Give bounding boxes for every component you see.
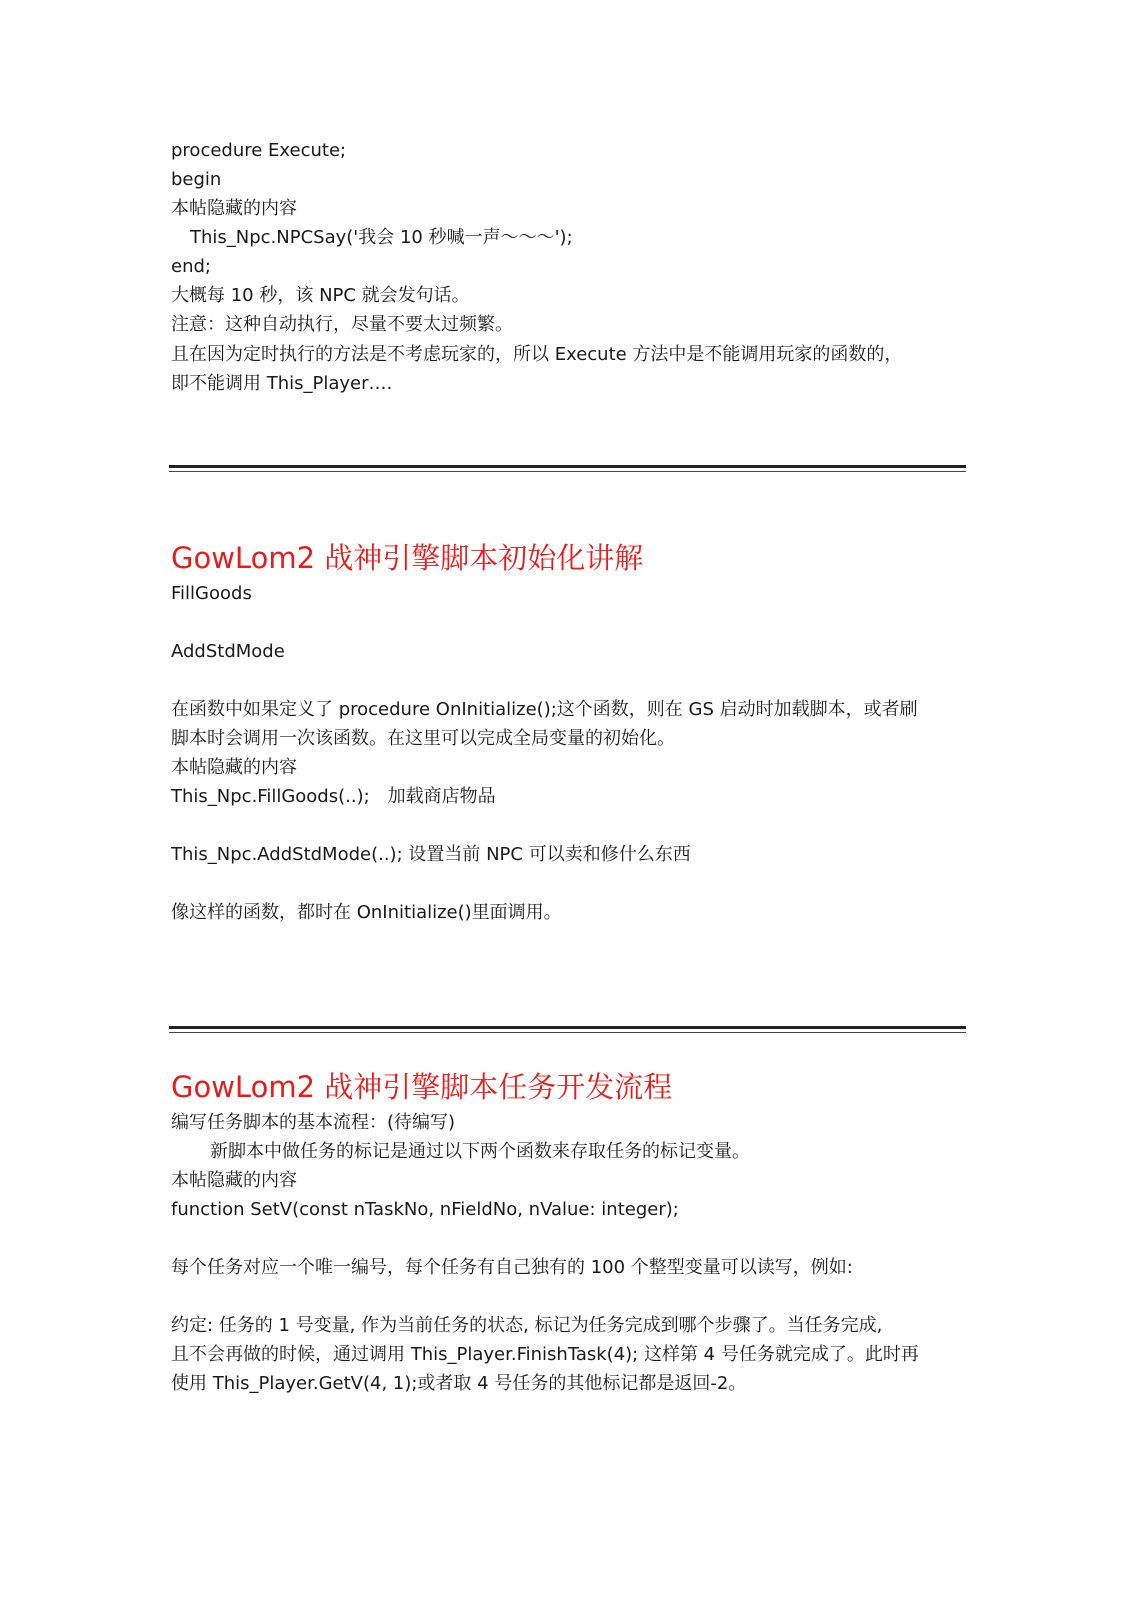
body-text: 大概每 10 秒，该 NPC 就会发句话。 <box>171 285 470 306</box>
body-text: 每个任务对应一个唯一编号，每个任务有自己独有的 100 个整型变量可以读写，例如: <box>171 1257 853 1278</box>
body-text: 使用 This_Player.GetV(4, 1);或者取 4 号任务的其他标记都是返回-2。 <box>171 1373 747 1394</box>
code-line: procedure Execute; <box>171 140 347 161</box>
body-text: 且不会再做的时候，通过调用 This_Player.FinishTask(4); 这样第 4 号任务就完成了。此时再 <box>171 1344 919 1365</box>
section-divider <box>169 465 966 470</box>
hidden-content-label: 本帖隐藏的内容 <box>171 198 297 219</box>
code-line: function SetV(const nTaskNo, nFieldNo, nValue: integer); <box>171 1199 679 1220</box>
code-line: end; <box>171 256 211 277</box>
body-text: 在函数中如果定义了 procedure OnInitialize();这个函数，则在 GS 启动时加载脚本，或者刷 <box>171 699 918 720</box>
body-text: 脚本时会调用一次该函数。在这里可以完成全局变量的初始化。 <box>171 728 675 749</box>
body-text: 注意：这种自动执行，尽量不要太过频繁。 <box>171 314 513 335</box>
body-text: 新脚本中做任务的标记是通过以下两个函数来存取任务的标记变量。 <box>210 1141 750 1162</box>
hidden-content-label: 本帖隐藏的内容 <box>171 757 297 778</box>
body-text: 约定: 任务的 1 号变量, 作为当前任务的状态, 标记为任务完成到哪个步骤了。当任务完成, <box>171 1315 883 1336</box>
section-heading: GowLom2 战神引擎脚本任务开发流程 <box>171 1070 673 1104</box>
body-text: AddStdMode <box>171 641 285 662</box>
hidden-content-label: 本帖隐藏的内容 <box>171 1170 297 1191</box>
code-line: This_Npc.FillGoods(..); 加载商店物品 <box>171 786 496 807</box>
code-line: This_Npc.NPCSay('我会 10 秒喊一声～～～'); <box>190 227 573 248</box>
body-text: 且在因为定时执行的方法是不考虑玩家的，所以 Execute 方法中是不能调用玩家的函数的， <box>171 344 903 365</box>
code-line: This_Npc.AddStdMode(..); 设置当前 NPC 可以卖和修什么东西 <box>171 844 691 865</box>
body-text: 像这样的函数，都时在 OnInitialize()里面调用。 <box>171 902 562 923</box>
section-divider <box>169 1026 966 1031</box>
section-heading: GowLom2 战神引擎脚本初始化讲解 <box>171 541 644 575</box>
body-text: 即不能调用 This_Player…. <box>171 373 393 394</box>
body-text: 编写任务脚本的基本流程：(待编写) <box>171 1112 456 1133</box>
code-line: begin <box>171 169 222 190</box>
body-text: FillGoods <box>171 583 252 604</box>
